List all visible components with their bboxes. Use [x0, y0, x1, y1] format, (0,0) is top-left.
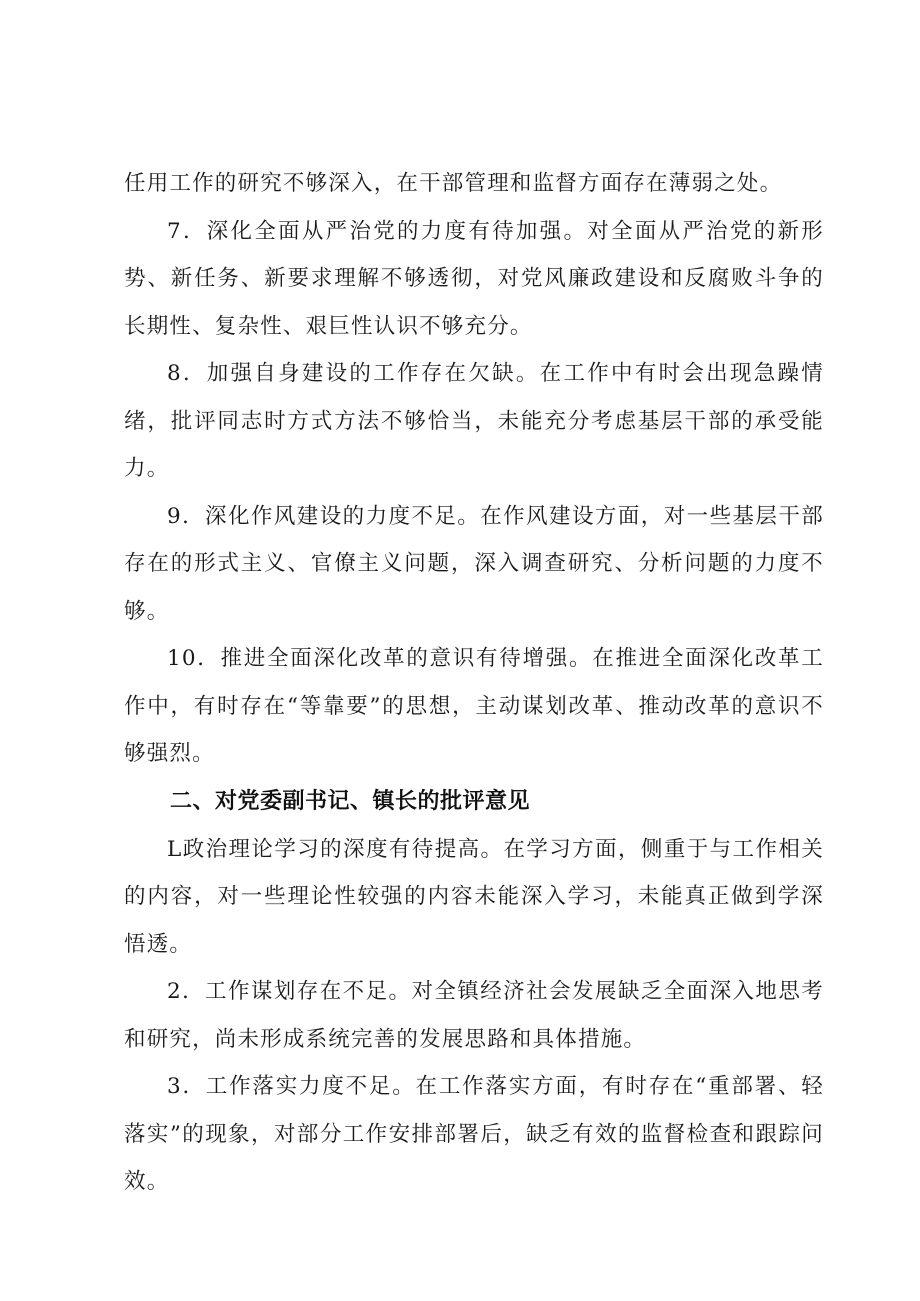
- paragraph-item-8: 8．加强自身建设的工作存在欠缺。在工作中有时会出现急躁情绪，批评同志时方式方法不够恰当，未能充分考虑基层干部的承受能力。: [124, 361, 824, 481]
- paragraph-item-10: 10．推进全面深化改革的意识有待增强。在推进全面深化改革工作中，有时存在“等靠要”的思想，主动谋划改革、推动改革的意识不够强烈。: [124, 646, 824, 766]
- paragraph-item-9: 9．深化作风建设的力度不足。在作风建设方面，对一些基层干部存在的形式主义、官僚主义问题，深入调查研究、分析问题的力度不够。: [124, 503, 824, 624]
- paragraph-item-7: 7．深化全面从严治党的力度有待加强。对全面从严治党的新形势、新任务、新要求理解不够透彻，对党风廉政建设和反腐败斗争的长期性、复杂性、艰巨性认识不够充分。: [124, 218, 824, 339]
- paragraph-item-3: 3．工作落实力度不足。在工作落实方面，有时存在“重部署、轻落实”的现象，对部分工作安排部署后，缺乏有效的监督检查和跟踪问效。: [124, 1074, 824, 1194]
- paragraph-item-1: L政治理论学习的深度有待提高。在学习方面，侧重于与工作相关的内容，对一些理论性较强的内容未能深入学习，未能真正做到学深悟透。: [124, 836, 824, 957]
- paragraph-continuation: 任用工作的研究不够深入，在干部管理和监督方面存在薄弱之处。: [124, 171, 783, 196]
- section-heading: 二、对党委副书记、镇长的批评意见: [170, 788, 531, 814]
- document-body: [124, 160, 824, 1206]
- paragraph-item-2: 2．工作谋划存在不足。对全镇经济社会发展缺乏全面深入地思考和研究，尚未形成系统完善的发展思路和具体措施。: [124, 979, 824, 1052]
